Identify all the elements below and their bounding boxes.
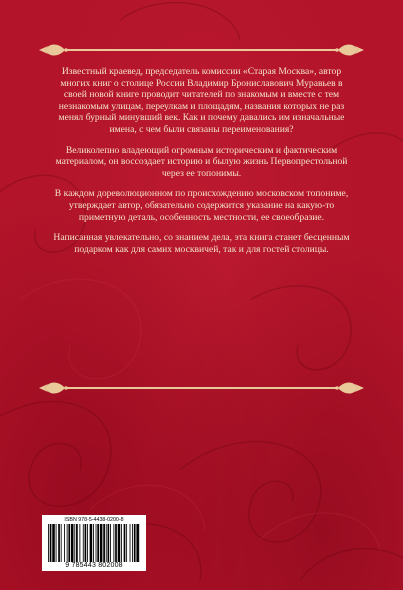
barcode-bar (56, 524, 57, 562)
barcode-bar (68, 524, 70, 562)
barcode-bar (126, 524, 127, 562)
barcode-bars (48, 524, 140, 562)
barcode-bar (67, 524, 68, 562)
barcode-bar (103, 524, 105, 562)
barcode-bar (118, 524, 121, 562)
description-paragraph: Известный краевед, председатель комиссии «Старая Москва», автор многих книг о столице России Владимир Брониславович Муравьев в своей новой книге проводит читателей по знакомым и вместе с тем незнакомым улицам, переулкам и площадям, названия которых не раз менял бурный минувший век. Как и почему давались им изначальные имена, с чем были связаны переименования? (58, 66, 345, 135)
barcode-bar (76, 524, 78, 562)
barcode-bar (106, 524, 107, 562)
barcode-bar (52, 524, 55, 562)
barcode-bar (71, 524, 74, 562)
barcode-bar (108, 524, 110, 562)
barcode-bar (83, 524, 84, 562)
barcode-bar (132, 524, 133, 562)
barcode-bar (58, 524, 60, 562)
barcode-bar (130, 524, 131, 562)
barcode-bar (93, 524, 94, 562)
barcode-bar (85, 524, 87, 562)
barcode-bar (48, 524, 49, 562)
barcode-bar (121, 524, 122, 562)
barcode-bar (136, 524, 139, 562)
description-paragraph: Написанная увлекательно, со знанием дела, эта книга станет бесценным подарком как для самих москвичей, так и для гостей столицы. (53, 232, 350, 255)
barcode-bar (96, 524, 97, 562)
fleur-de-lis-divider-icon (39, 40, 364, 60)
barcode-bar (115, 524, 117, 562)
description-paragraph: Великолепно владеющий огромным историческим и фактическим материалом, он воссоздает историю и былую жизнь Первопрестольной через ее топонимы. (55, 144, 348, 179)
isbn-barcode (42, 515, 146, 571)
barcode-bar (134, 524, 136, 562)
description-paragraph: В каждом дореволюционном по происхождению московском топониме, утверждает автор, обязательно содержится указание на какую-то приметную деталь, особенность местности, ее своеобразие. (54, 188, 349, 223)
barcode-bar (87, 524, 88, 562)
barcode-bar (113, 524, 114, 562)
barcode-bar (124, 524, 126, 562)
isbn-label: ISBN 978-5-4438-0200-8 (64, 517, 124, 523)
book-description (48, 66, 355, 264)
barcode-bar (64, 524, 65, 562)
barcode-bar (90, 524, 93, 562)
barcode-bar (50, 524, 52, 562)
barcode-digits: 9 785443 802008 (65, 562, 123, 569)
barcode-bar (74, 524, 75, 562)
barcode-bar (100, 524, 103, 562)
fleur-de-lis-divider-icon (39, 378, 364, 398)
barcode-bar (61, 524, 62, 562)
barcode-bar (97, 524, 99, 562)
barcode-bar (79, 524, 80, 562)
barcode-bar (110, 524, 111, 562)
